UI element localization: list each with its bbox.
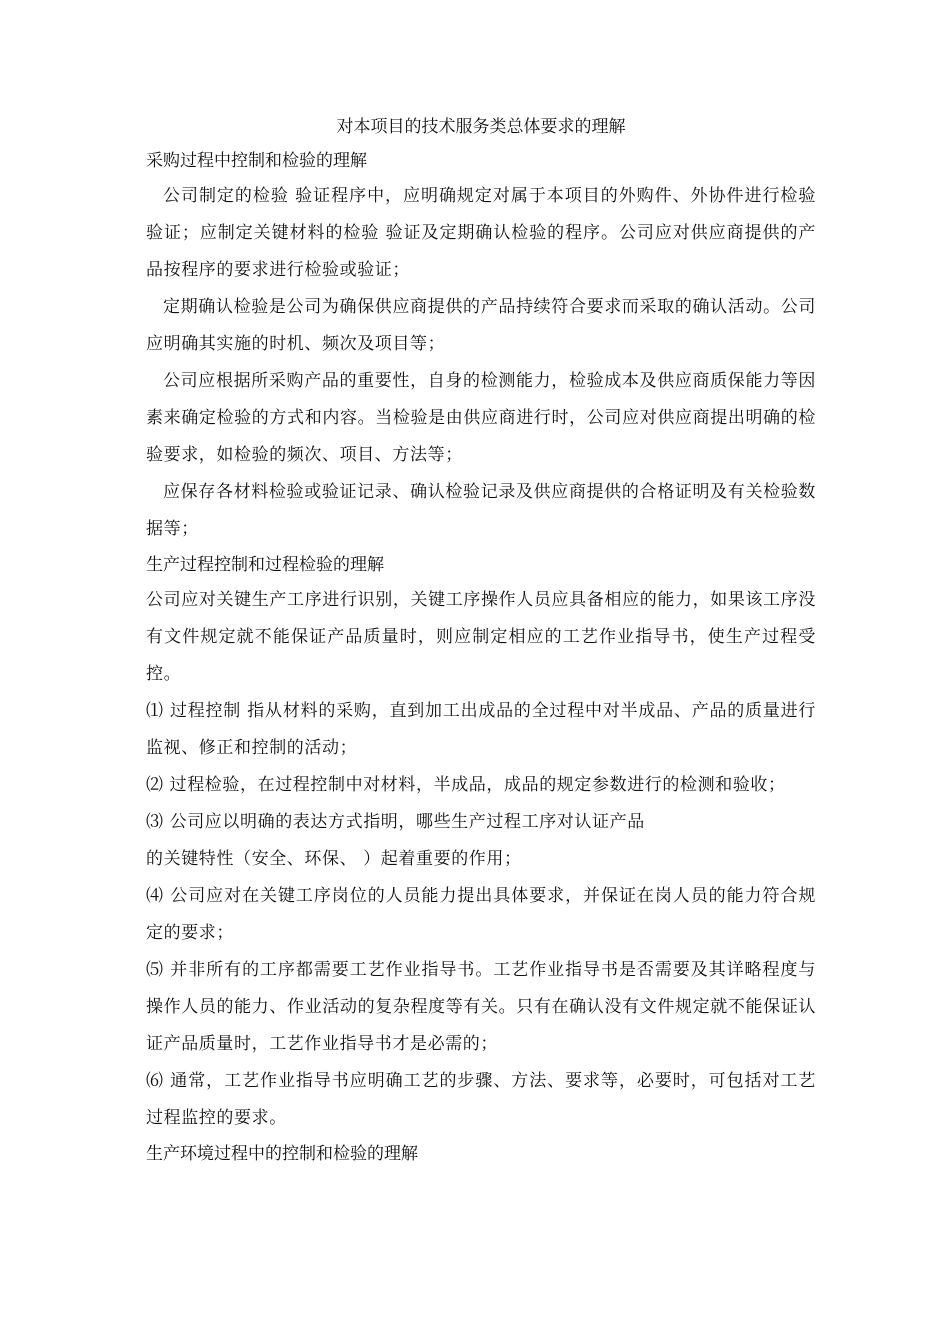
list-item: ⑹ 通常，工艺作业指导书应明确工艺的步骤、方法、要求等，必要时，可包括对工艺过程监控的要求。 bbox=[146, 1071, 816, 1128]
paragraph: 应保存各材料检验或验证记录、确认检验记录及供应商提供的合格证明及有关检验数据等； bbox=[146, 482, 816, 539]
list-item: ⑷ 公司应对在关键工序岗位的人员能力提出具体要求，并保证在岗人员的能力符合规定的要求； bbox=[146, 886, 816, 943]
list-item: ⑴ 过程控制 指从材料的采购，直到加工出成品的全过程中对半成品、产品的质量进行监视、修正和控制的活动； bbox=[146, 701, 816, 758]
paragraph: 定期确认检验是公司为确保供应商提供的产品持续符合要求而采取的确认活动。公司应明确其实施的时机、频次及项目等； bbox=[146, 297, 816, 354]
list-item: ⑸ 并非所有的工序都需要工艺作业指导书。工艺作业指导书是否需要及其详略程度与操作人员的能力、作业活动的复杂程度等有关。只有在确认没有文件规定就不能保证认证产品质量时，工艺作业指导书才是必需的； bbox=[146, 960, 816, 1054]
paragraph: 公司应对关键生产工序进行识别，关键工序操作人员应具备相应的能力，如果该工序没有文件规定就不能保证产品质量时，则应制定相应的工艺作业指导书，使生产过程受控。 bbox=[146, 590, 816, 684]
document-page bbox=[146, 110, 816, 1171]
paragraph: 公司制定的检验 验证程序中，应明确规定对属于本项目的外购件、外协件进行检验 验证；应制定关键材料的检验 验证及定期确认检验的程序。公司应对供应商提供的产品按程序的要求进行检验或验证； bbox=[146, 186, 816, 280]
section-heading-environment: 生产环境过程中的控制和检验的理解 bbox=[146, 1144, 418, 1164]
section-heading-procurement: 采购过程中控制和检验的理解 bbox=[146, 151, 367, 171]
list-item: ⑶ 公司应以明确的表达方式指明，哪些生产过程工序对认证产品 bbox=[146, 812, 645, 832]
list-item: ⑵ 过程检验，在过程控制中对材料，半成品，成品的规定参数进行的检测和验收； bbox=[146, 775, 786, 795]
document-title: 对本项目的技术服务类总体要求的理解 bbox=[336, 117, 626, 137]
paragraph: 公司应根据所采购产品的重要性，自身的检测能力，检验成本及供应商质保能力等因素来确定检验的方式和内容。当检验是由供应商进行时，公司应对供应商提出明确的检验要求，如检验的频次、项目、方法等； bbox=[146, 371, 816, 465]
section-heading-production: 生产过程控制和过程检验的理解 bbox=[146, 555, 384, 575]
list-item-continuation: 的关键特性（安全、环保、 ）起着重要的作用； bbox=[146, 849, 522, 869]
